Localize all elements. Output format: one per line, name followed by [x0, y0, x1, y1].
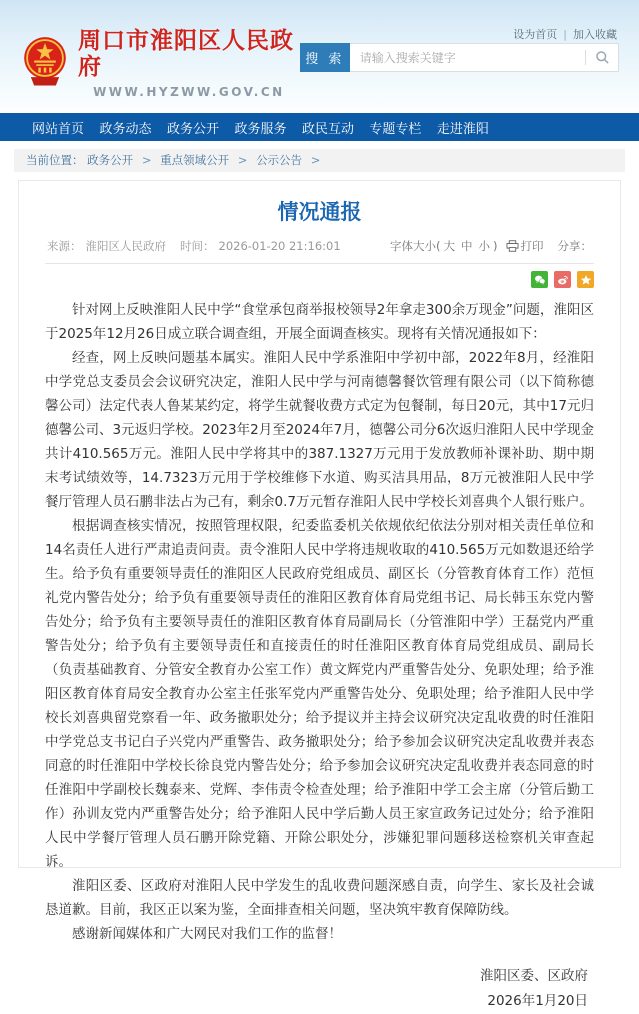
source-value: 淮阳区人民政府 — [85, 239, 166, 253]
share-row — [45, 264, 594, 292]
nav-item-zoujin-huaiyang[interactable]: 走进淮阳 — [436, 121, 489, 137]
brand-text — [78, 28, 300, 99]
nav-item-zhengwu-fuwu[interactable]: 政务服务 — [234, 121, 287, 137]
nav-item-zhengwu-gongkai[interactable]: 政务公开 — [166, 121, 219, 137]
set-homepage-link[interactable]: 设为首页 — [513, 28, 558, 41]
font-size-label-close: ) — [493, 239, 498, 253]
font-size-medium-button[interactable]: 中 — [461, 239, 473, 253]
search-button[interactable]: 搜 索 — [300, 43, 350, 72]
share-label: 分享： — [557, 239, 592, 253]
printer-icon — [506, 240, 519, 252]
time-label: 时间： — [180, 239, 215, 253]
national-emblem-icon — [20, 35, 70, 91]
breadcrumb-item-zhongdian-lingyu[interactable]: 重点领域公开 — [160, 153, 230, 167]
article-meta — [45, 238, 594, 264]
signature-date: 2026年1月20日 — [487, 993, 588, 1009]
article-paragraph-4: 淮阳区委、区政府对淮阳人民中学发生的乱收费问题深感自责，向学生、家长及社会诚恳道歉。目前，我区正以案为鉴，全面排查相关问题，坚决筑牢教育保障防线。 — [45, 878, 594, 918]
print-button[interactable] — [506, 238, 544, 254]
print-label: 打印 — [520, 239, 544, 253]
topbar-divider: | — [563, 28, 567, 41]
site-brand[interactable] — [20, 28, 300, 99]
article-paragraph-3: 根据调查核实情况，按照管理权限，纪委监委机关依规依纪依法分别对相关责任单位和14名责任人进行严肃追责问责。责令淮阳人民中学将违规收取的410.565万元如数退还给学生。给予负有重要领导责任的淮阳区人民政府党组成员、副区长（分管教育体育工作）范恒礼党内警告处分；给予负有重要领导责任的淮阳区教育体育局党组书记、局长韩玉东党内警告处分；给予负有主要领导责任的淮阳区教育体育局副局长（分管淮阳中学）王磊党内严重警告处分；给予负有主要领导责任和直接责任的时任淮阳区教育体育局党组成员、副局长（负责基础教育、分管安全教育办公室工作）黄文辉党内严重警告处分、免职处理；给予淮阳区教育体育局安全教育办公室主任张军党内严重警告处分、免职处理；给予淮阳人民中学校长刘喜典留党察看一年、政务撤职处分；给予提议并主持会议研究决定乱收费的时任淮阳中学党总支书记白子兴党内严重警告、政务撤职处分；给予参加会议研究决定乱收费并表态同意的时任淮阳中学校长徐良党内警告处分；给予参加会议研究决定乱收费并表态同意的时任淮阳中学副校长魏泰来、党辉、李伟责令检查处理；给予淮阳中学工会主席（分管后勤工作）孙训友党内严重警告处分；给予淮阳人民中学后勤人员王家宣政务记过处分；给予淮阳人民中学餐厅管理人员石鹏开除党籍、开除公职处分，涉嫌犯罪问题移送检察机关审查起诉。 — [45, 518, 594, 870]
font-size-large-button[interactable]: 大 — [443, 239, 455, 253]
article-signature — [45, 964, 594, 1014]
time-value: 2026-01-20 21:16:01 — [218, 239, 341, 253]
main-nav — [0, 113, 639, 141]
site-header — [0, 0, 639, 113]
article-title: 情况通报 — [277, 200, 362, 224]
font-size-label: 字体大小( — [390, 239, 441, 253]
article-body — [45, 298, 594, 946]
topbar-links — [513, 26, 617, 42]
search-input[interactable] — [360, 51, 579, 65]
breadcrumb-separator: > — [310, 153, 321, 167]
nav-item-zhuanti-zhuanlan[interactable]: 专题专栏 — [369, 121, 422, 137]
nav-item-zhengmin-hudong[interactable]: 政民互动 — [301, 121, 354, 137]
article-meta-right — [390, 238, 592, 254]
signature-org: 淮阳区委、区政府 — [480, 968, 588, 984]
article-meta-left — [47, 238, 345, 254]
add-favorite-link[interactable]: 加入收藏 — [573, 28, 617, 41]
share-qzone-star-icon[interactable] — [577, 271, 594, 288]
search-field — [350, 43, 619, 72]
search-bar — [300, 43, 619, 72]
breadcrumb-item-zhengwu-gongkai[interactable]: 政务公开 — [87, 153, 134, 167]
breadcrumb-separator: > — [237, 153, 248, 167]
nav-item-zhengwu-dongtai[interactable]: 政务动态 — [99, 121, 152, 137]
breadcrumb — [14, 149, 625, 172]
share-wechat-icon[interactable] — [531, 271, 548, 288]
article-container — [18, 180, 621, 1009]
search-icon[interactable] — [595, 50, 610, 65]
breadcrumb-label: 当前位置： — [26, 153, 84, 167]
article-paragraph-5: 感谢新闻媒体和广大网民对我们工作的监督！ — [72, 926, 342, 942]
header-main — [0, 0, 639, 99]
breadcrumb-item-gongshi-gonggao[interactable]: 公示公告 — [256, 153, 303, 167]
article-paragraph-1: 针对网上反映淮阳人民中学“食堂承包商举报校领导2年拿走300余万现金”问题，淮阳区于2025年12月26日成立联合调查组，开展全面调查核实。现将有关情况通报如下： — [45, 302, 594, 342]
article-paragraph-2: 经查，网上反映问题基本属实。淮阳人民中学系淮阳中学初中部，2022年8月，经淮阳中学党总支委员会会议研究决定，淮阳人民中学与河南德馨餐饮管理有限公司（以下简称德馨公司）法定代表人鲁某某约定，将学生就餐收费方式定为包餐制，每日20元，其中17元归德馨公司、3元返归学校。2023年2月至2024年7月，德馨公司分6次返归淮阳人民中学现金共计410.565万元。淮阳人民中学将其中的387.1327万元用于发放教师补课补助、期中期末考试绩效等，14.7323万元用于学校维修下水道、购买洁具用品，8万元被淮阳人民中学餐厅管理人员石鹏非法占为己有，剩余0.7万元暂存淮阳人民中学校长刘喜典个人银行账户。 — [45, 350, 594, 510]
share-weibo-icon[interactable] — [554, 271, 571, 288]
search-field-divider — [585, 50, 586, 65]
site-url: WWW.HYZWW.GOV.CN — [93, 84, 285, 99]
site-name: 周口市淮阳区人民政府 — [78, 28, 294, 81]
font-size-small-button[interactable]: 小 — [478, 239, 490, 253]
source-label: 来源： — [47, 239, 82, 253]
nav-item-home[interactable]: 网站首页 — [32, 121, 85, 137]
breadcrumb-separator: > — [141, 153, 152, 167]
